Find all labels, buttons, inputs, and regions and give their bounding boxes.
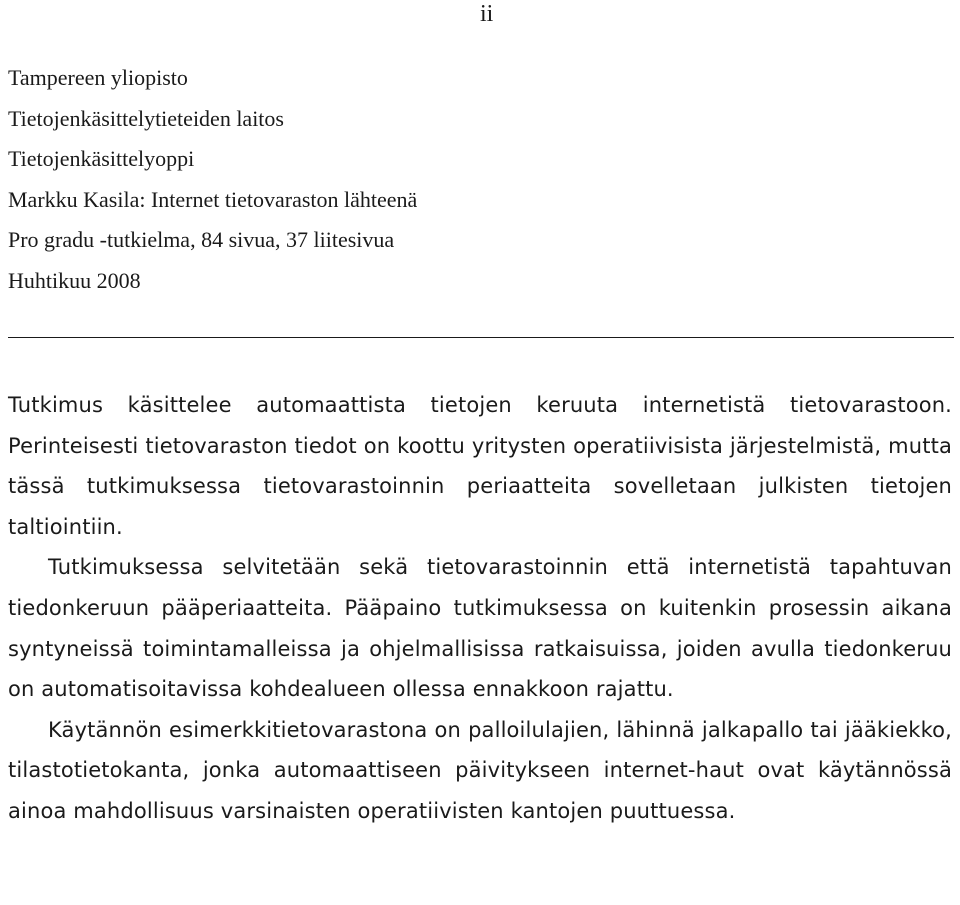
horizontal-divider: [8, 337, 954, 338]
thesis-type-and-pages: Pro gradu -tutkielma, 84 sivua, 37 liitesivua: [8, 227, 395, 252]
subject-name: Tietojenkäsittelyoppi: [8, 146, 195, 171]
university-name: Tampereen yliopisto: [8, 65, 188, 90]
abstract-paragraph-1: Tutkimus käsittelee automaattista tietojen keruuta internetistä tietovarastoon. Perinteisesti tietovaraston tiedot on koottu yritysten operatiivisista järjestelmistä, mutta tässä tutkimuksessa tietovarastoinnin periaatteita sovelletaan julkisten tietojen taltiointiin.: [8, 393, 952, 539]
page-number: ii: [480, 1, 494, 27]
publication-date: Huhtikuu 2008: [8, 267, 141, 293]
thesis-metadata: [8, 58, 417, 301]
department-name: Tietojenkäsittelytieteiden laitos: [8, 105, 284, 131]
abstract-paragraph-3: Käytännön esimerkkitietovarastona on palloilulajien, lähinnä jalkapallo tai jääkiekko, tilastotietokanta, jonka automaattiseen päivitykseen internet-haut ovat käytännössä ainoa mahdollisuus varsinaisten operatiivisten kantojen puuttuessa.: [8, 717, 952, 823]
abstract-body: [8, 385, 952, 832]
abstract-paragraph-2: Tutkimuksessa selvitetään sekä tietovarastoinnin että internetistä tapahtuvan tiedonkeruun pääperiaatteita. Pääpaino tutkimuksessa on kuitenkin prosessin aikana syntyneissä toimintamalleissa ja ohjelmallisissa ratkaisuissa, joiden avulla tiedonkeruu on automatisoitavissa kohdealueen ollessa ennakkoon rajattu.: [8, 555, 952, 702]
author-and-title: Markku Kasila: Internet tietovaraston lähteenä: [8, 186, 418, 212]
